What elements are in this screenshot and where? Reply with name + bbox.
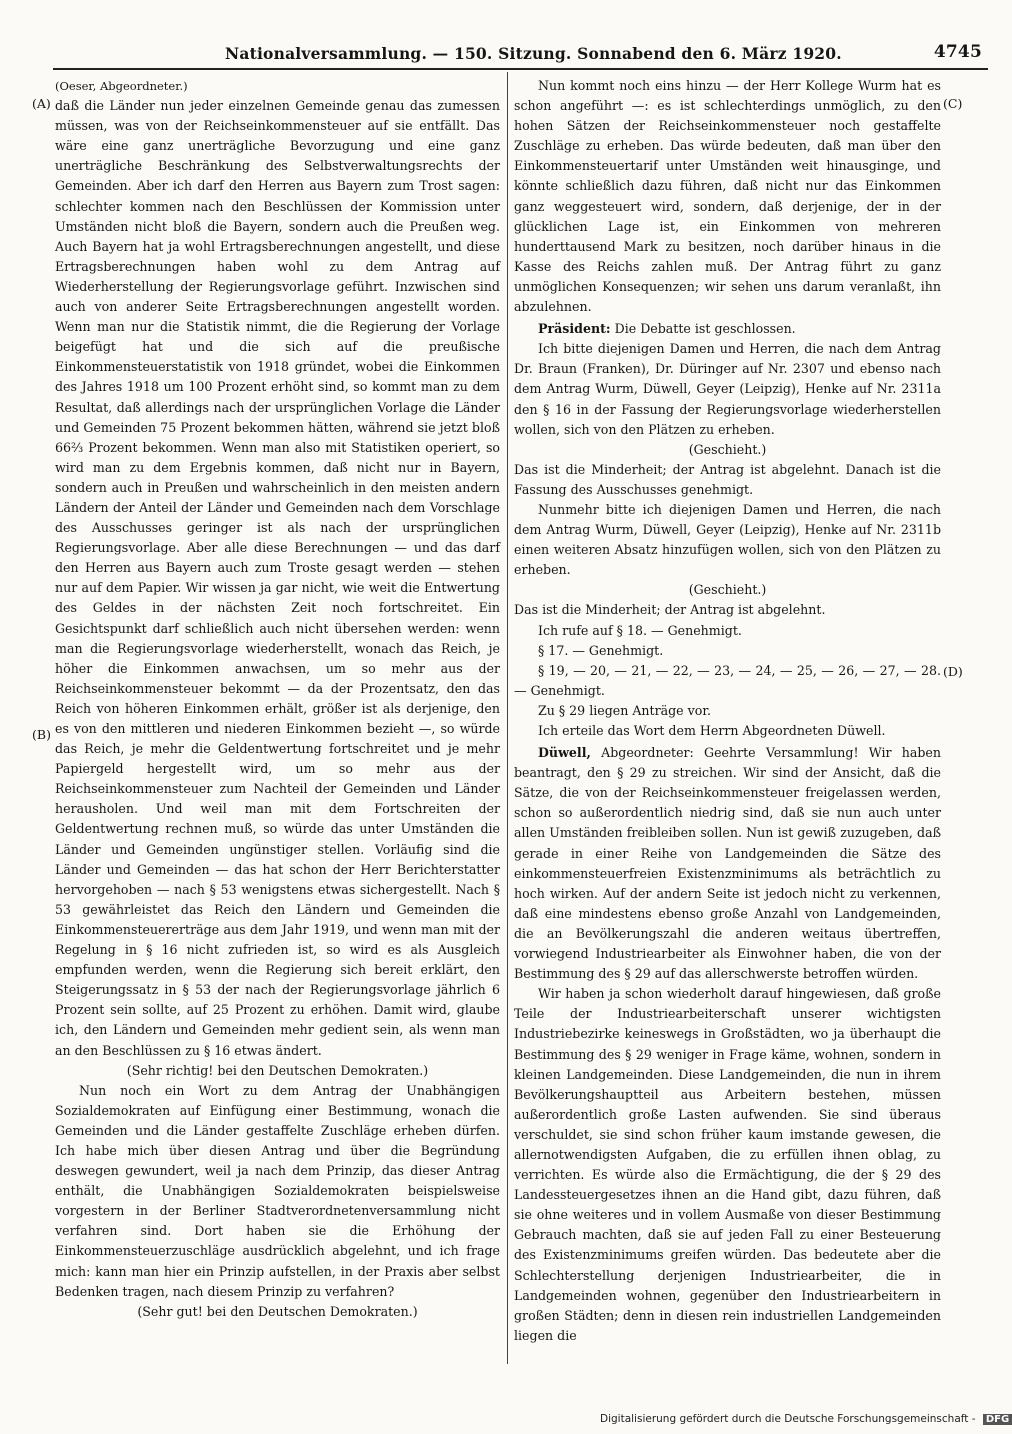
margin-marker-c: (C) [943,96,963,111]
duewell-paragraph [514,743,941,984]
left-paragraph-1: daß die Länder nun jeder einzelnen Gemeinde genau das zumessen müssen, was von der Reichseinkommensteuer auf sie entfällt. Das wäre eine ganz unerträgliche Bevorzugung und eine ganz unerträgliche Beschränkung des Selbstverwaltungsrechts der Gemeinden. Aber ich darf den Herren aus Bayern zum Trost sagen: schlechter kommen nach den Beschlüssen der Kommission unter Umständen nicht bloß die Bayern, sondern auch die Preußen weg. Auch Bayern hat ja wohl Ertragsberechnungen angestellt, und diese Ertragsberechnungen haben wohl zu dem Antrag auf Wiederherstellung der Regierungsvorlage geführt. Inzwischen sind auch von anderer Seite Ertragsberechnungen angestellt worden. Wenn man nur die Statistik nimmt, die die Regierung der Vorlage beigefügt hat und die sich auf die preußische Einkommensteuerstatistik von 1918 gründet, wobei die Einkommen des Jahres 1918 um 100 Prozent erhöht sind, so kommt man zu dem Resultat, daß allerdings nach der ursprünglichen Vorlage die Länder und Gemeinden 75 Prozent bekommen hätten, während sie jetzt bloß 66⅔ Prozent bekommen. Wenn man also mit Statistiken operiert, so wird man zu dem Ergebnis kommen, daß nicht nur in Bayern, sondern auch in Preußen und wahrscheinlich in den meisten andern Ländern der Anteil der Länder und Gemeinden nach dem Vorschlage des Ausschusses geringer ist als nach der ursprünglichen Regierungsvorlage. Aber alle diese Berechnungen — und das darf den Herren aus Bayern auch zum Troste gesagt werden — stehen nur auf dem Papier. Wir wissen ja gar nicht, wie weit die Entwertung des Geldes in der nächsten Zeit noch fortschreitet. Ein Gesichtspunkt darf schließlich auch nicht übersehen werden: wenn man die Regierungsvorlage wiederherstellt, wonach das Reich, je höher die Einkommen anwachsen, um so mehr aus der Reichseinkommensteuer bekommt — da der Prozentsatz, den das Reich von höheren Einkommen erhält, größer ist als derjenige, den es von den mittleren und niederen Einkommen bezieht —, so würde das Reich, je mehr die Geldentwertung fortschreitet und je mehr Papiergeld hergestellt wird, um so mehr aus der Reichseinkommensteuer zum Nachteil der Gemeinden und Länder herausholen. Und weil man mit dem Fortschreiten der Geldentwertung rechnen muß, so würde das unter Umständen die Länder und Gemeinden ungünstiger stellen. Vorläufig sind die Länder und Gemeinden — das hat schon der Herr Berichterstatter hervorgehoben — nach § 53 wenigstens etwas sichergestellt. Nach § 53 gewährleistet das Reich den Ländern und Gemeinden die Einkommensteuererträge aus dem Jahr 1919, und wenn man mit der Regelung in § 16 nicht zufrieden ist, so wird es als Ausgleich empfunden werden, wenn die Regierung sich bereit erklärt, den Steigerungssatz in § 53 der nach der Regierungsvorlage jährlich 6 Prozent sein sollte, auf 25 Prozent zu erhöhen. Damit wird, glaube ich, den Ländern und Gemeinden mehr gedient sein, als wenn man an den Beschlüssen zu § 16 etwas ändert. [55,98,500,1058]
right-paragraph-8: § 19, — 20, — 21, — 22, — 23, — 24, — 25, — 26, — 27, — 28. — Genehmigt. [514,662,941,698]
right-paragraph-9: Zu § 29 liegen Anträge vor. [538,702,711,718]
column-divider [507,72,508,1364]
happens-1: (Geschieht.) [688,441,767,457]
speaker-note: (Oeser, Abgeordneter.) [55,79,188,93]
footer [600,1413,1010,1431]
right-paragraph-5: Das ist die Minderheit; der Antrag ist abgelehnt. [514,602,826,618]
margin-marker-d: (D) [943,664,963,679]
right-paragraph-10: Ich erteile das Wort dem Herrn Abgeordneten Düwell. [538,723,886,738]
reaction-2: (Sehr gut! bei den Deutschen Demokraten.) [137,1303,418,1319]
footer-text: Digitalisierung gefördert durch die Deutsche Forschungsgemeinschaft - [600,1413,976,1425]
header-title: Nationalversammlung. — 150. Sitzung. Sonnabend den 6. März 1920. [225,44,842,63]
happens-2: (Geschieht.) [688,582,767,598]
right-paragraph-1: Nun kommt noch eins hinzu — der Herr Kollege Wurm hat es schon angeführt —: es ist schlechterdings unmöglich, zu den hohen Sätzen der Reichseinkommensteuer noch gestaffelte Zuschläge zu erheben. Das würde bedeuten, daß man über den Einkommensteuertarif unter Umständen weit hinausginge, und könnte schließlich dazu führen, daß nicht nur das Einkommen ganz weggesteuert wird, sondern, daß derjenige, der in der glücklichen Lage ist, ein Einkommen von mehreren hunderttausend Mark zu besitzen, noch darüber hinaus in die Kasse des Reichs zahlen muß. Der Antrag führt zu ganz unmöglichen Konsequenzen; wir sehen uns darum veranlaßt, ihn abzulehnen. [514,78,941,315]
margin-marker-b: (B) [32,727,51,742]
page-number: 4745 [933,42,982,62]
left-column [55,76,500,1322]
president-paragraph [514,319,941,339]
president-text: Die Debatte ist geschlossen. [614,321,796,337]
right-column [514,76,941,1346]
left-paragraph-2: Nun noch ein Wort zu dem Antrag der Unabhängigen Sozialdemokraten auf Einfügung einer Bestimmung, wonach die Gemeinden und die Länder gestaffelte Zuschläge erheben dürfen. Ich habe mich über diesen Antrag und über die Begründung deswegen gewundert, weil ja nach dem Prinzip, das dieser Antrag enthält, die Unabhängigen Sozialdemokraten beispielsweise vorgestern in der Berliner Stadtverordnetenversammlung nicht verfahren sind. Dort haben sie die Erhöhung der Einkommensteuerzuschläge ausdrücklich abgelehnt, und ich frage mich: kann man hier ein Prinzip aufstellen, in der Praxis aber selbst Bedenken tragen, nach diesem Prinzip zu verfahren? [55,1082,500,1299]
duewell-text: Abgeordneter: Geehrte Versammlung! Wir haben beantragt, den § 29 zu streichen. Wir sind der Ansicht, daß die Sätze, die von der Reichseinkommensteuer freigelassen werden, schon so außerordentlich niedrig sind, daß sie nun auch unter allen Umständen freibleiben sollen. Nun ist gewiß zuzugeben, daß gerade in einer Reihe von Landgemeinden die Sätze des einkommensteuerfreien Existenzminimums als beträchtlich zu hoch wirken. Auf der andern Seite ist jedoch nicht zu verkennen, daß eine mindestens ebenso große Anzahl von Landgemeinden, die an Bevölkerungszahl die anderen weitaus übertreffen, vorwiegend Industriearbeiter als Einwohner haben, die von der Bestimmung des § 29 auf das allerschwerste betroffen würden. [514,745,941,982]
margin-marker-a: (A) [32,96,51,111]
header-rule [53,68,988,70]
right-paragraph-6: Ich rufe auf § 18. — Genehmigt. [538,622,742,638]
right-paragraph-4: Nunmehr bitte ich diejenigen Damen und Herren, die nach dem Antrag Wurm, Düwell, Geyer (Leipzig), Henke auf Nr. 2311b einen weiteren Absatz hinzufügen wollen, sich von den Plätzen zu erheben. [514,501,941,578]
right-paragraph-2: Ich bitte diejenigen Damen und Herren, die nach dem Antrag Dr. Braun (Franken), Dr. Düringer auf Nr. 2307 und ebenso nach dem Antrag Wurm, Düwell, Geyer (Leipzig), Henke auf Nr. 2311a den § 16 in der Fassung der Regierungsvorlage wiederherstellen wollen, sich von den Plätzen zu erheben. [514,341,941,437]
president-label: Präsident: [538,321,611,337]
duewell-label: Düwell, [538,745,591,761]
dfg-logo: DFG [983,1414,1012,1425]
page-header [205,38,990,66]
right-paragraph-3: Das ist die Minderheit; der Antrag ist abgelehnt. Danach ist die Fassung des Ausschusses genehmigt. [514,461,941,497]
reaction-1: (Sehr richtig! bei den Deutschen Demokraten.) [126,1062,429,1078]
right-paragraph-7: § 17. — Genehmigt. [538,642,664,658]
right-paragraph-11: Wir haben ja schon wiederholt darauf hingewiesen, daß große Teile der Industriearbeiterschaft unserer wichtigsten Industriebezirke keineswegs in Großstädten, wo ja überhaupt die Bestimmung des § 29 weniger in Frage käme, wohnen, sondern in kleinen Landgemeinden. Diese Landgemeinden, die nun in ihrem Bevölkerungshauptteil aus Arbeitern bestehen, müssen außerordentlich große Lasten aufwenden. Sie sind überaus verschuldet, sie sind schon früher kaum imstande gewesen, die allernotwendigsten Aufgaben, die zu erfüllen ihnen oblag, zu verrichten. Es würde also die Ermächtigung, die der § 29 des Landessteuergesetzes ihnen an die Hand gibt, dazu führen, daß sie ohne weiteres und in vollem Ausmaße von dieser Bestimmung Gebrauch machten, daß sie auf jeden Fall zu einer Besteuerung des Existenzminimums greifen würden. Das bedeutete aber die Schlechterstellung derjenigen Industriearbeiter, die in Landgemeinden wohnen, gegenüber den Industriearbeitern in großen Städten; denn in diesen rein industriellen Landgemeinden liegen die [514,986,941,1343]
